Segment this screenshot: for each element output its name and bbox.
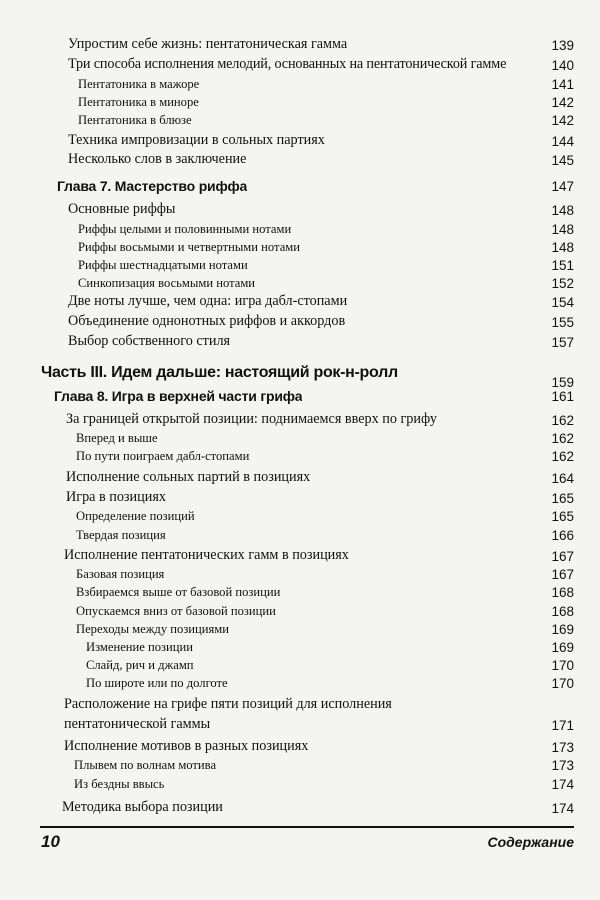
toc-entry-title: Пентатоника в миноре bbox=[78, 95, 199, 109]
toc-entry bbox=[0, 313, 600, 330]
toc-entry-title: Исполнение мотивов в разных позициях bbox=[64, 738, 309, 754]
toc-entry-title: Часть III. Идем дальше: настоящий рок-н-ролл bbox=[41, 364, 398, 381]
toc-entry-page: 170 bbox=[551, 676, 574, 691]
toc-entry-page: 161 bbox=[551, 389, 574, 404]
toc-entry-title: Риффы восьмыми и четвертными нотами bbox=[78, 240, 300, 254]
toc-entry-page: 167 bbox=[551, 549, 574, 564]
toc-entry bbox=[0, 622, 600, 637]
toc-entry-title: Техника импровизации в сольных партиях bbox=[68, 132, 325, 148]
toc-entry bbox=[0, 696, 600, 713]
toc-entry bbox=[0, 604, 600, 619]
toc-entry bbox=[0, 77, 600, 92]
toc-entry-title: Методика выбора позиции bbox=[62, 799, 223, 815]
toc-entry-title: Определение позиций bbox=[76, 509, 195, 523]
toc-entry-page: 174 bbox=[551, 777, 574, 792]
toc-entry-title: По широте или по долготе bbox=[86, 676, 228, 690]
toc-entry bbox=[0, 333, 600, 350]
toc-entry bbox=[0, 716, 600, 733]
toc-entry-page: 162 bbox=[551, 449, 574, 464]
toc-entry-title: Риффы целыми и половинными нотами bbox=[78, 222, 292, 236]
toc-entry-page: 157 bbox=[551, 335, 574, 350]
toc-entry-page: 159 bbox=[551, 375, 574, 390]
toc-entry bbox=[0, 95, 600, 110]
footer-rule bbox=[40, 826, 574, 828]
toc-entry-title: Плывем по волнам мотива bbox=[74, 758, 217, 772]
toc-entry-title: Изменение позиции bbox=[86, 640, 193, 654]
toc-entry bbox=[0, 509, 600, 524]
part-heading bbox=[0, 364, 600, 390]
toc-entry-title: Базовая позиция bbox=[76, 567, 165, 581]
toc-entry-page: 169 bbox=[551, 640, 574, 655]
toc-entry-title: Переходы между позициями bbox=[76, 622, 230, 636]
toc-entry-page: 162 bbox=[551, 413, 574, 428]
toc-entry-page: 154 bbox=[551, 295, 574, 310]
toc-entry-page: 152 bbox=[551, 276, 574, 291]
toc-entry bbox=[0, 411, 600, 428]
toc-entry-page: 170 bbox=[551, 658, 574, 673]
toc-entry bbox=[0, 113, 600, 128]
toc-entry bbox=[0, 738, 600, 755]
toc-entry-title: пентатонической гаммы bbox=[64, 716, 211, 732]
toc-entry-page: 147 bbox=[551, 179, 574, 194]
toc-entry bbox=[0, 758, 600, 773]
toc-entry-title: Основные риффы bbox=[68, 201, 176, 217]
toc-entry-page: 151 bbox=[551, 258, 574, 273]
toc-entry bbox=[0, 293, 600, 310]
toc-entry-page: 169 bbox=[551, 622, 574, 637]
toc-entry-title: Выбор собственного стиля bbox=[68, 333, 231, 349]
toc-entry-page: 168 bbox=[551, 585, 574, 600]
toc-entry-title: Взбираемся выше от базовой позиции bbox=[76, 585, 281, 599]
toc-entry-page: 145 bbox=[551, 153, 574, 168]
toc-entry bbox=[0, 585, 600, 600]
chapter-heading bbox=[0, 178, 600, 194]
toc-entry-page: 155 bbox=[551, 315, 574, 330]
toc-entry bbox=[0, 640, 600, 655]
toc-entry bbox=[0, 547, 600, 564]
toc-entry bbox=[0, 449, 600, 464]
toc-entry bbox=[0, 799, 600, 816]
toc-entry-title: Риффы шестнадцатыми нотами bbox=[78, 258, 248, 272]
toc-entry-title: По пути поиграем дабл-стопами bbox=[76, 449, 250, 463]
toc-entry-page: 167 bbox=[551, 567, 574, 582]
toc-entry-page: 162 bbox=[551, 431, 574, 446]
toc-entry-page: 168 bbox=[551, 604, 574, 619]
chapter-heading bbox=[0, 388, 600, 404]
toc-entry-page: 140 bbox=[551, 58, 574, 73]
toc-entry bbox=[0, 431, 600, 446]
toc-entry bbox=[0, 276, 600, 291]
toc-entry bbox=[0, 132, 600, 149]
toc-entry-title: Упростим себе жизнь: пентатоническая гамма bbox=[68, 36, 348, 52]
toc-entry-title: За границей открытой позиции: поднимаемся вверх по грифу bbox=[66, 411, 437, 427]
toc-entry-title: Несколько слов в заключение bbox=[68, 151, 247, 167]
toc-entry bbox=[0, 676, 600, 691]
toc-entry bbox=[0, 567, 600, 582]
toc-entry bbox=[0, 36, 600, 53]
toc-entry-page: 139 bbox=[551, 38, 574, 53]
toc-entry-page: 148 bbox=[551, 240, 574, 255]
toc-entry bbox=[0, 222, 600, 237]
toc-entry-page: 141 bbox=[551, 77, 574, 92]
toc-entry-title: Две ноты лучше, чем одна: игра дабл-стопами bbox=[68, 293, 348, 309]
toc-entry-title: Опускаемся вниз от базовой позиции bbox=[76, 604, 276, 618]
toc-entry-page: 173 bbox=[551, 740, 574, 755]
toc-entry bbox=[0, 777, 600, 792]
toc-entry-page: 165 bbox=[551, 491, 574, 506]
toc-entry-page: 164 bbox=[551, 471, 574, 486]
toc-entry bbox=[0, 201, 600, 218]
toc-entry bbox=[0, 528, 600, 543]
toc-entry-page: 173 bbox=[551, 758, 574, 773]
toc-entry-title: Исполнение сольных партий в позициях bbox=[66, 469, 311, 485]
page-number: 10 bbox=[41, 832, 60, 851]
toc-entry bbox=[0, 469, 600, 486]
toc-entry-page: 166 bbox=[551, 528, 574, 543]
toc-entry-title: Расположение на грифе пяти позиций для исполнения bbox=[64, 696, 392, 712]
toc-entry-title: Пентатоника в блюзе bbox=[78, 113, 192, 127]
toc-entry-title: Три способа исполнения мелодий, основанных на пентатонической гамме bbox=[68, 56, 507, 72]
toc-entry-title: Игра в позициях bbox=[66, 489, 166, 505]
toc-entry-title: Глава 7. Мастерство риффа bbox=[57, 178, 248, 194]
toc-entry-title: Исполнение пентатонических гамм в позициях bbox=[64, 547, 349, 563]
toc-entry-page: 144 bbox=[551, 134, 574, 149]
toc-entry-page: 142 bbox=[551, 95, 574, 110]
toc-entry-title: Слайд, рич и джамп bbox=[86, 658, 194, 672]
toc-entry-page: 148 bbox=[551, 222, 574, 237]
toc-entry-page: 165 bbox=[551, 509, 574, 524]
toc-entry-page: 174 bbox=[551, 801, 574, 816]
toc-entry-title: Вперед и выше bbox=[76, 431, 158, 445]
running-footer-title: Содержание bbox=[487, 834, 574, 850]
toc-entry-title: Глава 8. Игра в верхней части грифа bbox=[54, 388, 303, 404]
toc-entry bbox=[0, 151, 600, 168]
toc-entry bbox=[0, 240, 600, 255]
toc-entry bbox=[0, 258, 600, 273]
toc-entry-page: 142 bbox=[551, 113, 574, 128]
toc-entry-title: Объединение однонотных риффов и аккордов bbox=[68, 313, 346, 329]
toc-entry-page: 171 bbox=[551, 718, 574, 733]
toc-entry bbox=[0, 658, 600, 673]
toc-entry-title: Пентатоника в мажоре bbox=[78, 77, 200, 91]
toc-entry bbox=[0, 56, 600, 73]
toc-entry-title: Синкопизация восьмыми нотами bbox=[78, 276, 256, 290]
toc-entry-title: Твердая позиция bbox=[76, 528, 166, 542]
toc-entry-page: 148 bbox=[551, 203, 574, 218]
toc-entry bbox=[0, 489, 600, 506]
toc-entry-title: Из бездны ввысь bbox=[74, 777, 165, 791]
